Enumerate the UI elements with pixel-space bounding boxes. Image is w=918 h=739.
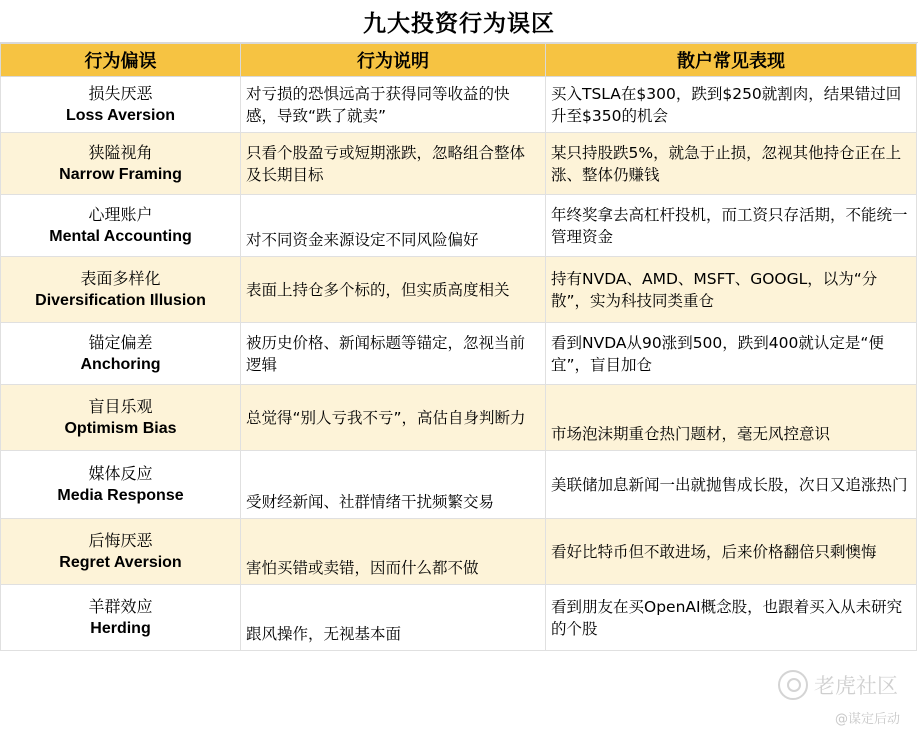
bias-example-cell: 市场泡沫期重仓热门题材，毫无风控意识 (546, 385, 917, 451)
bias-name-cell (1, 451, 241, 519)
bias-name-cn: 羊群效应 (88, 596, 153, 616)
bias-name-cell (1, 519, 241, 585)
bias-name-en: Regret Aversion (59, 553, 182, 571)
bias-name-en: Diversification Illusion (35, 291, 206, 309)
bias-name-cell (1, 257, 241, 323)
table-row (1, 323, 917, 385)
bias-example-cell: 买入TSLA在$300，跌到$250就割肉，结果错过回升至$350的机会 (546, 77, 917, 133)
bias-name-cn: 锚定偏差 (88, 332, 153, 352)
bias-example-cell: 看到朋友在买OpenAI概念股，也跟着买入从未研究的个股 (546, 585, 917, 651)
bias-name-cell (1, 585, 241, 651)
bias-name-cn: 心理账户 (88, 204, 153, 224)
bias-description-cell: 总觉得“别人亏我不亏”，高估自身判断力 (241, 385, 546, 451)
bias-description-cell: 对不同资金来源设定不同风险偏好 (241, 195, 546, 257)
table-row (1, 519, 917, 585)
bias-table (0, 43, 917, 651)
bias-name-en: Optimism Bias (64, 419, 177, 437)
watermark-handle: @谋定后动 (834, 712, 900, 727)
bias-name-cell (1, 77, 241, 133)
bias-description-cell: 跟风操作，无视基本面 (241, 585, 546, 651)
header-description: 行为说明 (241, 44, 546, 77)
table-row (1, 585, 917, 651)
bias-example-cell: 看到NVDA从90涨到500，跌到400就认定是“便宜”，盲目加仓 (546, 323, 917, 385)
bias-name-en: Anchoring (80, 355, 161, 373)
bias-name-en: Mental Accounting (49, 227, 192, 245)
table-row (1, 257, 917, 323)
table-row (1, 385, 917, 451)
header-example: 散户常见表现 (546, 44, 917, 77)
bias-name-en: Media Response (57, 486, 184, 504)
table-row (1, 195, 917, 257)
bias-example-cell: 年终奖拿去高杠杆投机，而工资只存活期，不能统一管理资金 (546, 195, 917, 257)
bias-example-cell: 某只持股跌5%，就急于止损，忽视其他持仓正在上涨、整体仍赚钱 (546, 133, 917, 195)
header-row (1, 44, 917, 77)
bias-name-en: Narrow Framing (59, 165, 182, 183)
tiger-logo-icon (778, 670, 808, 700)
bias-description-cell: 对亏损的恐惧远高于获得同等收益的快感，导致“跌了就卖” (241, 77, 546, 133)
bias-name-cell (1, 323, 241, 385)
bias-description-cell: 被历史价格、新闻标题等锚定，忽视当前逻辑 (241, 323, 546, 385)
bias-example-cell: 持有NVDA、AMD、MSFT、GOOGL，以为“分散”，实为科技同类重仓 (546, 257, 917, 323)
bias-name-cell (1, 133, 241, 195)
watermark-brand: 老虎社区 (814, 674, 898, 698)
bias-example-cell: 美联储加息新闻一出就抛售成长股，次日又追涨热门 (546, 451, 917, 519)
bias-name-cell (1, 195, 241, 257)
bias-name-cn: 表面多样化 (80, 268, 161, 288)
bias-name-cn: 狭隘视角 (88, 142, 153, 162)
table-row (1, 451, 917, 519)
header-bias: 行为偏误 (1, 44, 241, 77)
bias-example-cell: 看好比特币但不敢进场，后来价格翻倍只剩懊悔 (546, 519, 917, 585)
bias-name-cn: 盲目乐观 (88, 396, 153, 416)
bias-description-cell: 只看个股盈亏或短期涨跌，忽略组合整体及长期目标 (241, 133, 546, 195)
table-row (1, 133, 917, 195)
bias-description-cell: 害怕买错或卖错，因而什么都不做 (241, 519, 546, 585)
watermark (778, 670, 898, 700)
table-row (1, 77, 917, 133)
bias-name-cell (1, 385, 241, 451)
bias-description-cell: 表面上持仓多个标的，但实质高度相关 (241, 257, 546, 323)
bias-name-en: Herding (90, 619, 151, 637)
sheet-title: 九大投资行为误区 (0, 0, 918, 43)
bias-description-cell: 受财经新闻、社群情绪干扰频繁交易 (241, 451, 546, 519)
bias-name-cn: 损失厌恶 (88, 83, 153, 103)
bias-name-cn: 后悔厌恶 (88, 530, 153, 550)
bias-name-en: Loss Aversion (65, 106, 176, 124)
bias-name-cn: 媒体反应 (88, 463, 153, 483)
